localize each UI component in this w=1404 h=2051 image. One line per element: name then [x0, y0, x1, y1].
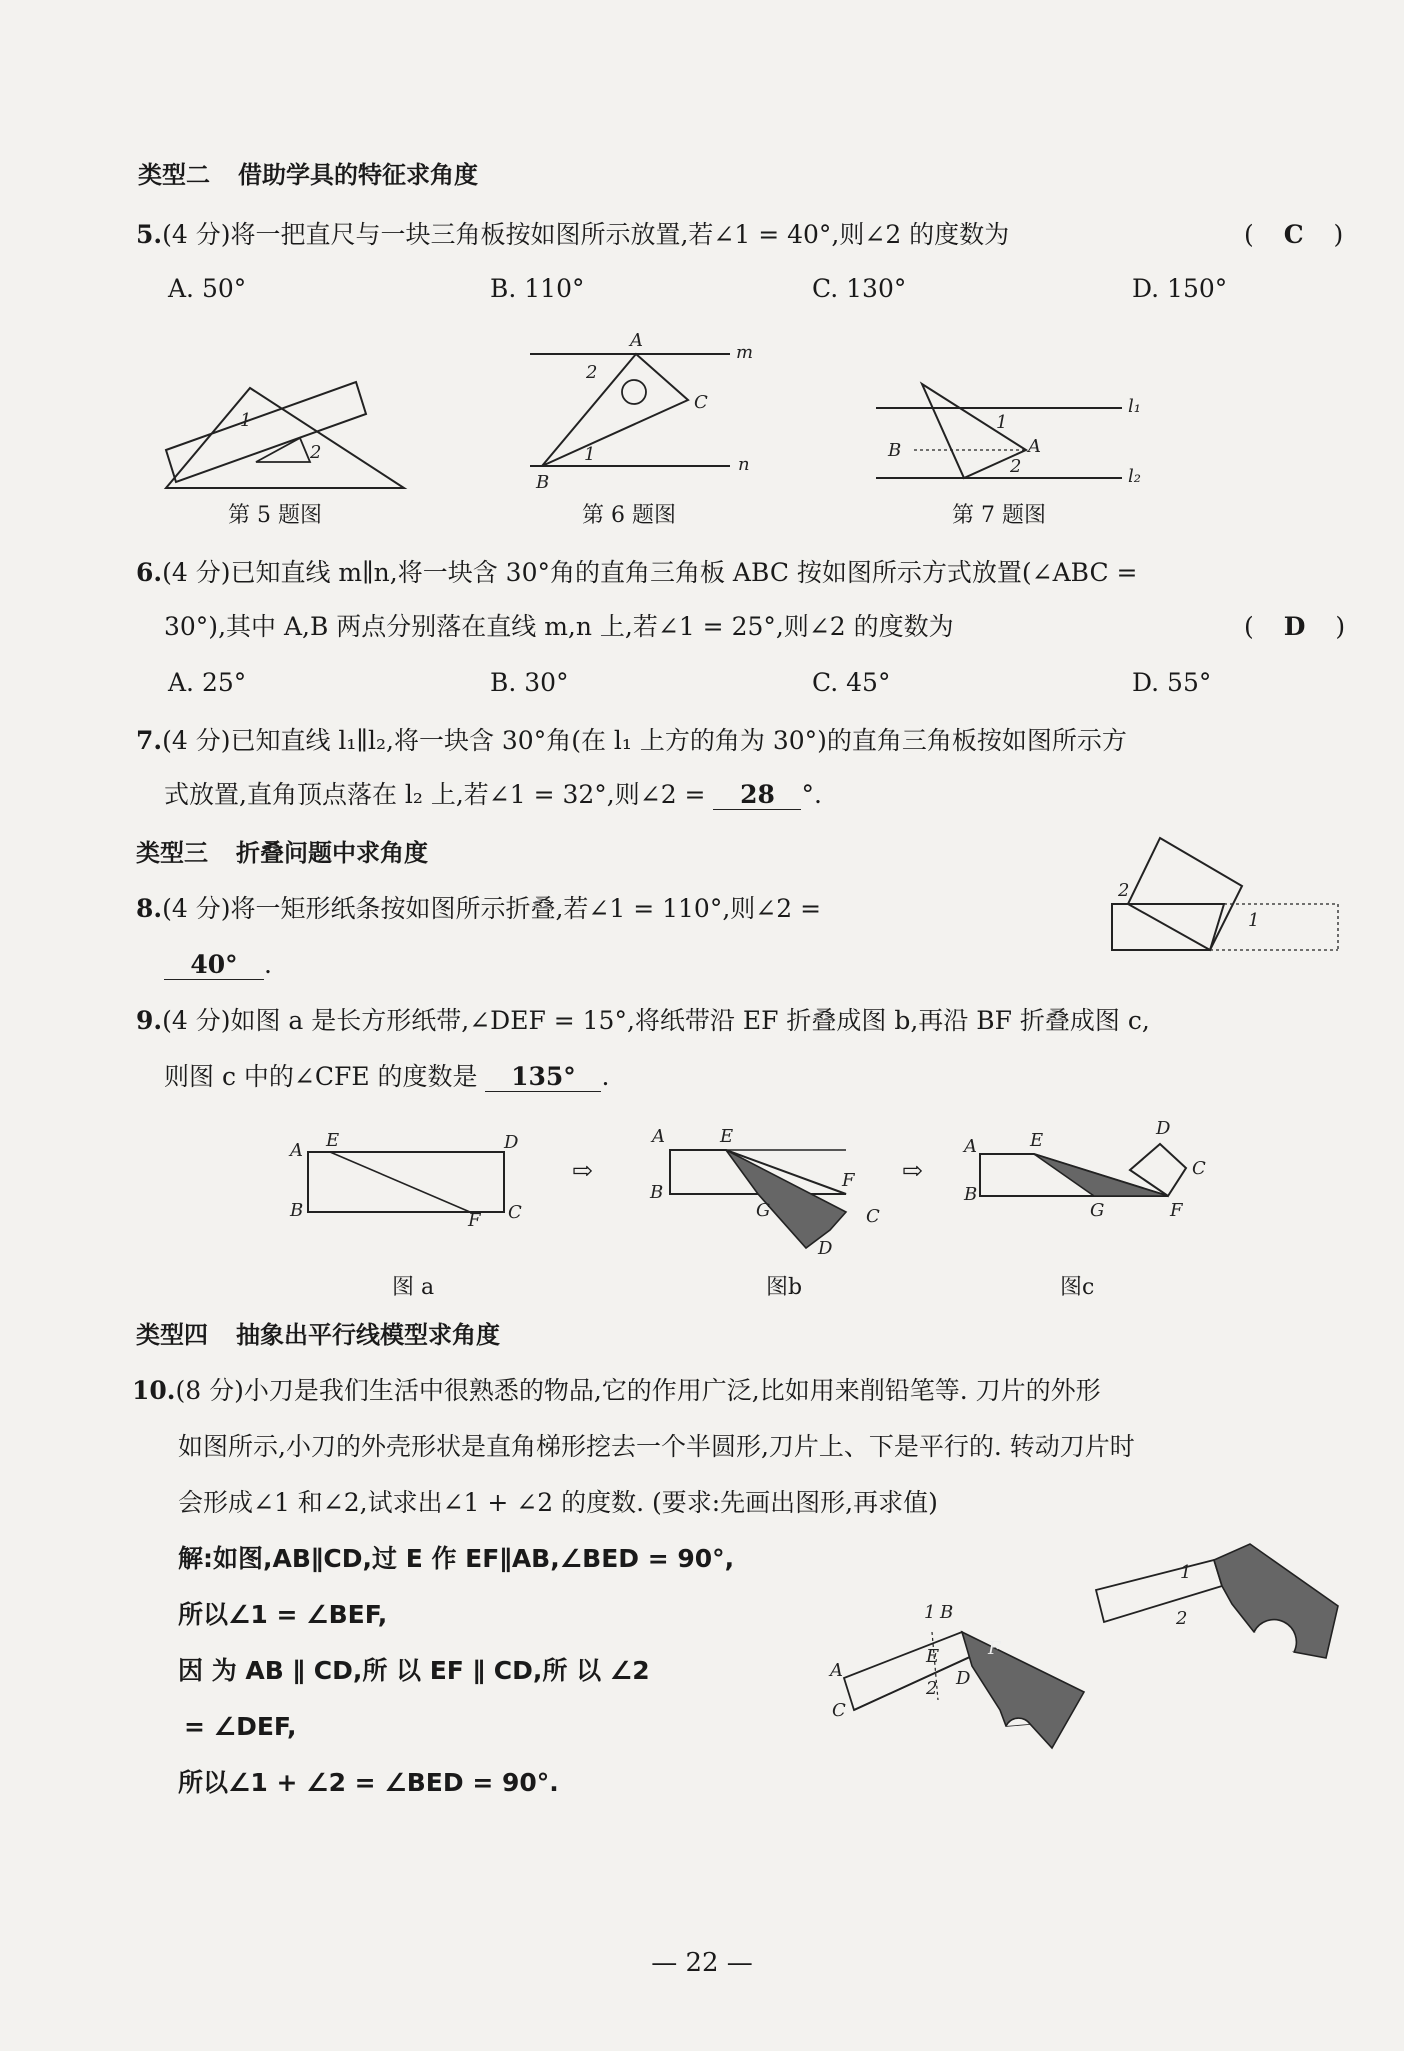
angle-2-label: 2 [1176, 1608, 1188, 1629]
point-a-label: A [1028, 436, 1041, 457]
option-b: B. 30° [490, 668, 569, 697]
point-c-label: C [1192, 1158, 1206, 1179]
section-label: 类型三 [136, 839, 208, 867]
point-a-label: A [964, 1136, 977, 1157]
angle-1-label: 1 [1248, 910, 1260, 931]
angle-2-label: 2 [586, 362, 598, 383]
question-text: (4 分)如图 a 是长方形纸带,∠DEF = 15°,将纸带沿 EF 折叠成图 b,再沿 BF 折叠成图 c, [162, 1006, 1150, 1035]
angle-1-label: 1 [996, 412, 1008, 433]
question-number: 10. [132, 1376, 176, 1405]
figure-6-caption: 第 6 题图 [582, 503, 676, 528]
question-text: (4 分)将一把直尺与一块三角板按如图所示放置,若∠1 = 40°,则∠2 的度数为 [162, 220, 1010, 249]
point-a-label: A [630, 330, 643, 351]
solution-line-1: 解:如图,AB∥CD,过 E 作 EF∥AB,∠BED = 90°, [178, 1544, 735, 1573]
point-d-label: D [504, 1132, 519, 1153]
line-m-label: m [736, 342, 754, 363]
question-7-line-2 [164, 778, 822, 812]
answer-blank: 40° [164, 951, 264, 980]
figure-9a-caption: 图 a [392, 1275, 435, 1300]
point-e-label: E [326, 1130, 340, 1151]
question-6-line-2: 30°),其中 A,B 两点分别落在直线 m,n 上,若∠1 = 25°,则∠2 的度数为 [164, 612, 954, 641]
question-8-answer-line [164, 948, 272, 982]
line-l1-label: l₁ [1128, 396, 1141, 417]
point-b-label: B [964, 1184, 978, 1205]
option-d: D. 150° [1132, 274, 1228, 303]
point-d-label: D [818, 1238, 833, 1259]
figure-10-solution [822, 1592, 1102, 1752]
figure-5 [160, 378, 420, 498]
point-c-label: C [832, 1700, 846, 1721]
angle-2-label: 2 [1010, 456, 1022, 477]
figure-8 [1108, 834, 1348, 954]
point-d-label: D [1156, 1118, 1171, 1139]
option-c: C. 130° [812, 274, 907, 303]
answer-choice: D [1283, 612, 1306, 641]
point-g-label: G [756, 1200, 771, 1221]
line-l2-label: l₂ [1128, 466, 1141, 487]
question-number: 5. [136, 220, 163, 249]
question-5 [136, 218, 1009, 252]
answer-blank: 135° [485, 1063, 601, 1092]
question-text: 则图 c 中的∠CFE 的度数是 [164, 1062, 478, 1091]
point-e-label: E [1030, 1130, 1044, 1151]
point-b-label: B [536, 472, 550, 493]
section-title: 抽象出平行线模型求角度 [236, 1321, 500, 1349]
section-title: 借助学具的特征求角度 [238, 161, 478, 189]
arrow-b-to-c: ⇨ [902, 1156, 923, 1185]
section-label: 类型四 [136, 1321, 208, 1349]
question-10-line-3: 会形成∠1 和∠2,试求出∠1 + ∠2 的度数. (要求:先画出图形,再求值) [178, 1488, 938, 1517]
figure-6 [528, 330, 768, 493]
angle-1-label: 1 [1180, 1562, 1192, 1583]
angle-1-label: 1 [240, 410, 252, 431]
angle-2-label: 2 [1118, 880, 1130, 901]
option-c: C. 45° [812, 668, 891, 697]
question-number: 6. [136, 558, 163, 587]
arrow-a-to-b: ⇨ [572, 1156, 593, 1185]
solution-line-3: 因 为 AB ∥ CD,所 以 EF ∥ CD,所 以 ∠2 [178, 1656, 650, 1685]
option-d: D. 55° [1132, 668, 1212, 697]
angle-1-label: 1 [924, 1602, 936, 1623]
point-b-label: B [650, 1182, 664, 1203]
figure-5-caption: 第 5 题图 [228, 503, 322, 528]
figure-7 [874, 380, 1154, 490]
point-f-label: F [1170, 1200, 1183, 1221]
solution-line-4: = ∠DEF, [184, 1712, 297, 1741]
section-heading-4 [136, 1318, 500, 1352]
answer-blank: 28 [713, 781, 801, 810]
question-9-line-2 [164, 1060, 609, 1094]
question-number: 7. [136, 726, 163, 755]
point-a-label: A [290, 1140, 303, 1161]
question-10-line-2: 如图所示,小刀的外壳形状是直角梯形挖去一个半圆形,刀片上、下是平行的. 转动刀片时 [178, 1432, 1135, 1461]
point-b-label: B [888, 440, 902, 461]
figure-9b-caption: 图b [766, 1275, 803, 1300]
angle-2-label: 2 [310, 442, 322, 463]
point-e-label: E [926, 1646, 940, 1667]
point-b-label: B [290, 1200, 304, 1221]
option-a: A. 50° [168, 274, 247, 303]
point-f-label: F [468, 1210, 481, 1231]
point-c-label: C [694, 392, 708, 413]
point-a-label: A [652, 1126, 665, 1147]
angle-1-label: 1 [584, 444, 596, 465]
line-n-label: n [738, 454, 750, 475]
question-text: (8 分)小刀是我们生活中很熟悉的物品,它的作用广泛,比如用来削铅笔等. 刀片的外形 [175, 1376, 1101, 1405]
question-text-end: °. [801, 780, 822, 809]
section-title: 折叠问题中求角度 [236, 839, 428, 867]
question-text: (4 分)已知直线 m∥n,将一块含 30°角的直角三角板 ABC 按如图所示方式放置(∠ABC = [162, 558, 1138, 587]
question-text: (4 分)已知直线 l₁∥l₂,将一块含 30°角(在 l₁ 上方的角为 30°)的直角三角板按如图所示方 [162, 726, 1127, 755]
solution-line-2: 所以∠1 = ∠BEF, [178, 1600, 388, 1629]
question-9-line-1 [136, 1004, 1150, 1038]
question-text-end: . [264, 950, 272, 979]
question-text: 式放置,直角顶点落在 l₂ 上,若∠1 = 32°,则∠2 = [164, 780, 706, 809]
point-d-label: D [956, 1668, 971, 1689]
figure-7-caption: 第 7 题图 [952, 503, 1046, 528]
section-heading-2 [138, 158, 478, 192]
figure-10-knife [1090, 1540, 1350, 1680]
question-number: 8. [136, 894, 163, 923]
point-g-label: G [1090, 1200, 1105, 1221]
question-number: 9. [136, 1006, 163, 1035]
answer-bracket: ( D ) [1244, 612, 1346, 641]
point-c-label: C [508, 1202, 522, 1223]
answer-bracket: ( C ) [1244, 220, 1344, 249]
figure-9c-caption: 图c [1060, 1275, 1095, 1300]
section-heading-3 [136, 836, 428, 870]
question-6-line-1 [136, 556, 1138, 590]
point-b-label: B [940, 1602, 954, 1623]
answer-choice: C [1283, 220, 1304, 249]
question-7-line-1 [136, 724, 1127, 758]
question-10-line-1 [132, 1374, 1101, 1408]
point-f-label: F [988, 1638, 1001, 1659]
question-text: (4 分)将一矩形纸条按如图所示折叠,若∠1 = 110°,则∠2 = [162, 894, 822, 923]
point-f-label: F [842, 1170, 855, 1191]
section-label: 类型二 [138, 161, 210, 189]
option-b: B. 110° [490, 274, 585, 303]
option-a: A. 25° [168, 668, 247, 697]
figure-9c [960, 1116, 1220, 1226]
point-e-label: E [720, 1126, 734, 1147]
figure-9a [288, 1124, 528, 1231]
angle-2-label: 2 [926, 1678, 938, 1699]
page-number: — 22 — [651, 1948, 753, 1978]
question-8 [136, 892, 821, 926]
question-text-end: . [601, 1062, 610, 1091]
point-c-label: C [866, 1206, 880, 1227]
figure-9b [646, 1118, 906, 1268]
point-a-label: A [830, 1660, 843, 1681]
solution-line-5: 所以∠1 + ∠2 = ∠BED = 90°. [178, 1768, 559, 1797]
